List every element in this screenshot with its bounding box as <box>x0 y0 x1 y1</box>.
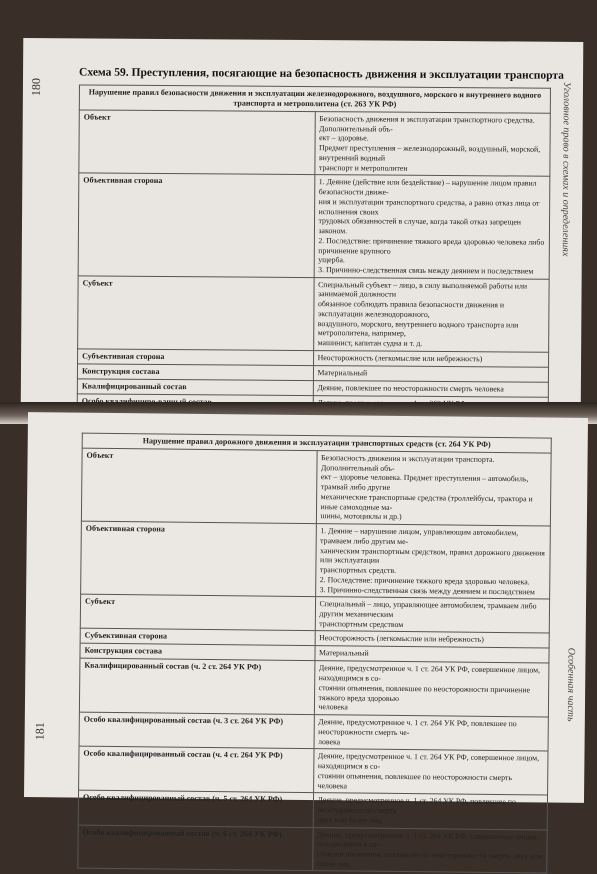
row-content <box>315 524 550 600</box>
content-line: Специальный – лицо, управляющее автомобилем, трамваем либо другим механическим <box>319 599 537 619</box>
row-content <box>312 827 547 873</box>
content-line: Безопасность движения и эксплуатации транспорта. Дополнительный объ- <box>320 453 495 473</box>
content-line: Неосторожность (легкомыслие или небрежность) <box>317 353 483 364</box>
row-label: Субъект <box>78 276 314 351</box>
row-content <box>315 597 550 634</box>
page-181 <box>24 412 588 869</box>
content-line: Материальный <box>317 368 368 378</box>
row-content <box>314 715 549 752</box>
table-row <box>81 448 551 526</box>
row-label: Конструкция состава <box>77 364 313 381</box>
row-label: Особо квалифицированный состав (ч. 3 ст. 264 УК РФ) <box>79 712 314 749</box>
content-line: транспорт и метрополитен <box>318 162 408 173</box>
row-label: Особо квалифицированный состав (ч. 4 ст. 264 УК РФ) <box>79 746 314 792</box>
row-content <box>316 451 551 527</box>
row-label: Объект <box>81 448 316 524</box>
content-line: человека <box>318 702 348 712</box>
table-row <box>78 276 549 352</box>
content-line: стоянии опьянения, повлекшее по неосторожности причинение тяжкого вреда здоровью <box>318 683 531 703</box>
content-line: Предмет преступления – железнодорожный, воздушный, морской, внутренний водный <box>318 143 541 163</box>
content-line: ханическим транспортным средством, правил дорожного движения или эксплуатации <box>319 545 545 566</box>
content-line: двух или более лиц <box>317 814 382 825</box>
running-head: Уголовное право в схемах и определениях <box>559 81 573 257</box>
row-label: Квалифицированный состав (ч. 2 ст. 264 УК РФ) <box>79 659 314 715</box>
row-label: Особо квалифицированный состав (ч. 6 ст. 264 УК РФ) <box>78 825 313 871</box>
content-line: Деяние, предусмотренное ч. 1 ст. 264 УК РФ, совершенное лицом, находящимся в со- <box>318 663 541 684</box>
table-row <box>81 521 551 599</box>
content-line: ловека <box>318 736 341 746</box>
content-line: 3. Причинно-следственная связь между деянием и последствием <box>318 265 534 276</box>
scheme-title: Схема 59. Преступления, посягающие на безопасность движения и эксплуатации транспорта <box>79 66 565 82</box>
content-line: ект – здоровье. <box>319 133 369 143</box>
row-content <box>314 661 549 717</box>
content-line: Деяние, предусмотренное ч. 1 ст. 264 УК РФ, повлекшее по неосторожности смерть <box>317 795 516 815</box>
page-number: 181 <box>32 722 47 741</box>
content-line: Неосторожность (легкомыслие или небрежность) <box>319 633 484 645</box>
table-row <box>79 746 548 795</box>
table-art-263 <box>77 84 551 431</box>
content-line: Деяние, предусмотренное ч. 1 ст. 264 УК РФ, повлекшее по неосторожности смерть че- <box>318 717 517 737</box>
content-line: механические транспортные средства (троллейбусы, трактора и иные самоходные ма- <box>320 492 533 512</box>
content-line: Деяние, предусмотренное ч. 1 ст. 264 УК РФ, совершенное лицом, находящимся в со- <box>316 829 539 850</box>
table-row <box>78 825 547 874</box>
content-line: воздушного, морского, внутреннего водного транспорта или метрополитена, например, <box>317 318 519 339</box>
row-content <box>313 350 549 367</box>
content-line: обязанное соблюдать правила безопасности движения и эксплуатации железнодорожного, <box>317 299 505 319</box>
content-line: 1. Деяние – нарушение лицом, управляющим автомобилем, трамваем либо другим ме- <box>320 526 519 546</box>
table-header: Нарушение правил дорожного движения и эксплуатации транспортных средств (ст. 264 УК РФ) <box>82 433 551 453</box>
table-header: Нарушение правил безопасности движения и эксплуатации железнодорожного, воздушного, морского и внутреннего водного транспорта и метрополитена (ст. 263 УК РФ) <box>79 85 550 113</box>
content-line: транспортных средств. <box>319 565 397 576</box>
content-line: Деяние, повлекшее по неосторожности смерть человека <box>317 383 504 394</box>
page-180 <box>21 38 584 414</box>
content-line: транспортным средством <box>319 618 404 629</box>
row-label: Квалифицированный состав <box>77 379 313 396</box>
table-row <box>79 712 548 751</box>
row-label: Объект <box>79 110 315 175</box>
row-label: Конструкция состава <box>80 644 315 661</box>
row-label: Объективная сторона <box>78 173 314 277</box>
row-content <box>313 380 549 397</box>
table-row <box>79 110 550 177</box>
row-content <box>314 112 550 177</box>
table-row <box>78 173 550 279</box>
content-line: машинист, капитан судна и т. д. <box>317 338 423 348</box>
table-row <box>78 790 547 829</box>
table-art-264 <box>77 433 552 874</box>
row-content <box>314 175 550 279</box>
row-label: Особо квалифицированный состав (ч. 5 ст. 264 УК РФ) <box>78 790 313 827</box>
content-line: 2. Последствие: причинение тяжкого вреда здоровью человека либо причинение крупного <box>318 235 545 256</box>
row-content <box>313 277 549 352</box>
content-line: стоянии опьянения, повлекшее по неосторожности смерть человека <box>317 770 512 791</box>
content-line: трудовых обязанностей в случае, когда такой отказ запрещен законом. <box>318 216 522 236</box>
row-label: Субъект <box>80 594 315 631</box>
table-row <box>80 594 549 633</box>
content-line: стоянии опьянения, повлекшее по неосторожности смерть двух или более лиц <box>316 849 543 869</box>
content-line: ект – здоровье человека. Предмет преступления – автомобиль, трамвай либо другие <box>320 472 529 493</box>
row-content <box>313 365 549 382</box>
row-content <box>313 793 548 830</box>
content-line: шины, мотоциклы и др.) <box>320 511 402 522</box>
content-line: 1. Деяние (действие или бездействие) – нарушение лицом правил безопасности движе- <box>318 177 537 197</box>
row-label: Субъективная сторона <box>80 629 315 646</box>
page-number: 180 <box>28 78 44 97</box>
content-line: Материальный <box>318 648 369 659</box>
table-row <box>79 659 549 718</box>
row-label: Объективная сторона <box>81 521 316 597</box>
content-line: Специальный субъект – лицо, в силу выполняемой работы или занимаемой должности <box>317 279 528 300</box>
running-head: Особенная часть <box>564 647 577 722</box>
content-line: ущерба. <box>318 255 345 265</box>
content-line: Деяние, предусмотренное ч. 1 ст. 264 УК РФ, совершенное лицом, находящимся в со- <box>317 751 540 771</box>
row-content <box>313 749 548 795</box>
content-line: ния и эксплуатации транспортного средства, а равно отказ лица от исполнения своих <box>318 196 540 217</box>
row-label: Субъективная сторона <box>78 349 314 366</box>
content-line: 3. Причинно-следственная связь между деянием и последствием <box>319 584 535 596</box>
content-line: Безопасность движения и эксплуатации транспортного средства. Дополнительный объ- <box>319 114 535 134</box>
content-line: 2. Последствие: причинение тяжкого вреда здоровью человека. <box>319 574 530 587</box>
